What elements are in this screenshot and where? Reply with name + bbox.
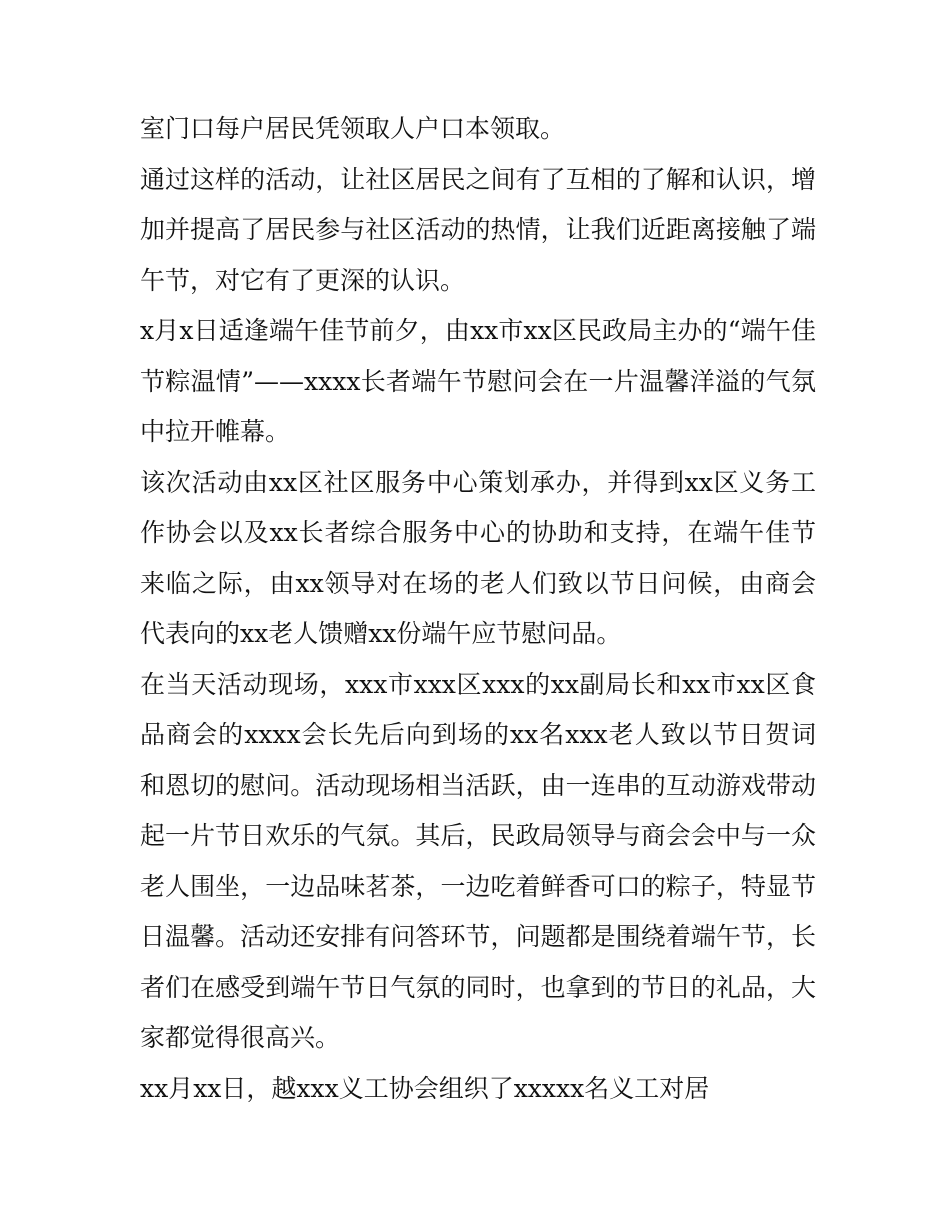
paragraph: xx月xx日，越xxx义工协会组织了xxxxx名义工对居: [140, 1073, 710, 1103]
paragraph: 该次活动由xx区社区服务中心策划承办，并得到xx区义务工作协会以及xx长者综合服务中心的协助和支持，在端午佳节来临之际，由xx领导对在场的老人们致以节日问候，由商会代表向的xx老人馈赠xx份端午应节慰问品。: [140, 467, 816, 648]
document-body: [140, 104, 816, 1114]
paragraph: 在当天活动现场，xxx市xxx区xxx的xx副局长和xx市xx区食品商会的xxxx会长先后向到场的xx名xxx老人致以节日贺词和恩切的慰问。活动现场相当活跃，由一连串的互动游戏带动起一片节日欢乐的气氛。其后，民政局领导与商会会中与一众老人围坐，一边品味茗茶，一边吃着鲜香可口的粽子，特显节日温馨。活动还安排有问答环节，问题都是围绕着端午节，长者们在感受到端午节日气氛的同时，也拿到的节日的礼品，大家都觉得很高兴。: [140, 669, 816, 1052]
paragraph: x月x日适逢端午佳节前夕，由xx市xx区民政局主办的“端午佳节粽温情”——xxxx长者端午节慰问会在一片温馨洋溢的气氛中拉开帷幕。: [140, 316, 816, 446]
paragraph: 室门口每户居民凭领取人户口本领取。: [140, 114, 566, 143]
paragraph: 通过这样的活动，让社区居民之间有了互相的了解和认识，增加并提高了居民参与社区活动的热情，让我们近距离接触了端午节，对它有了更深的认识。: [140, 164, 816, 295]
